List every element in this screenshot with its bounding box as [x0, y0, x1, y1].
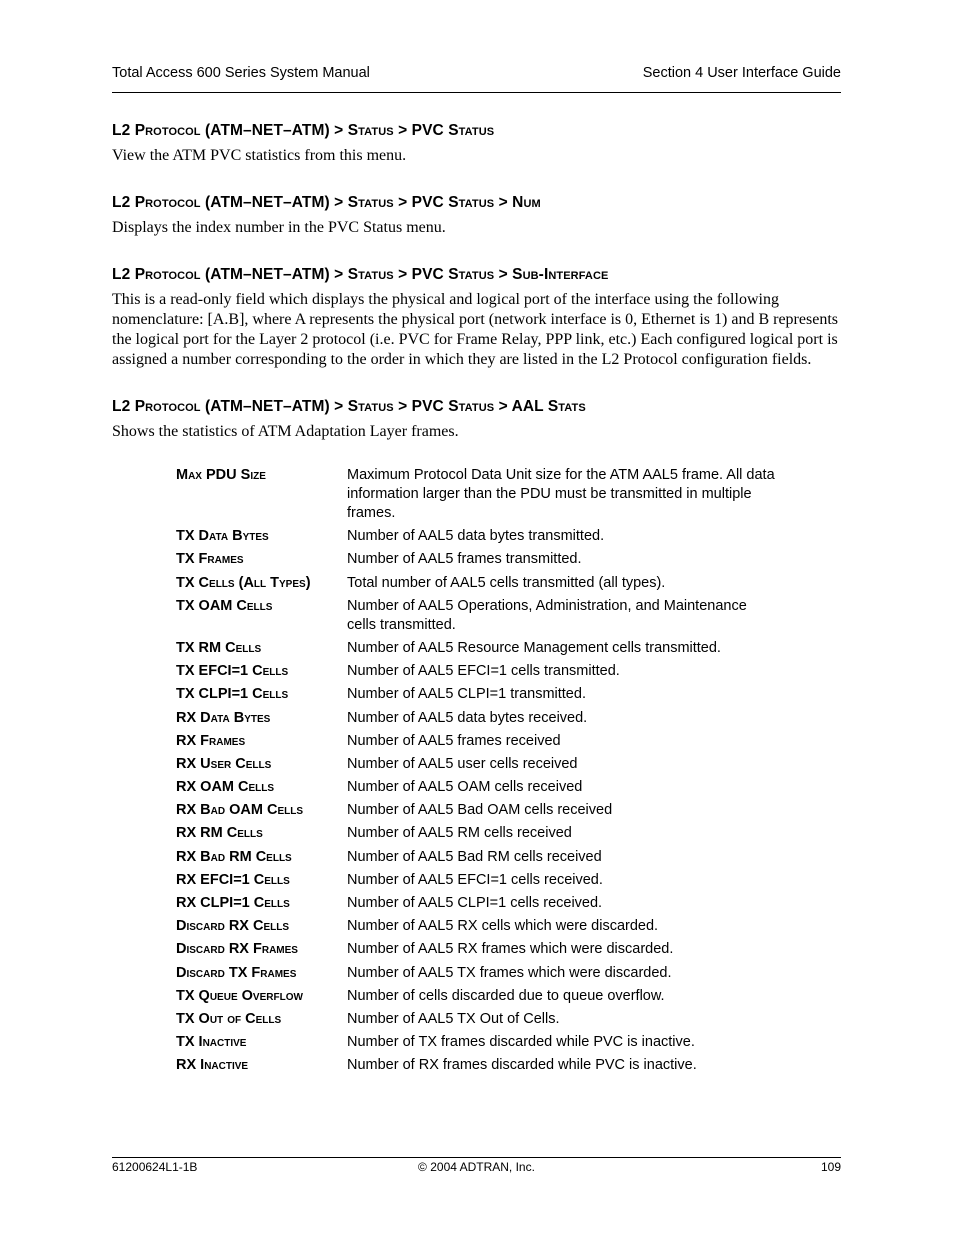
definition-term: RX EFCI=1 Cells	[176, 871, 290, 888]
definition-description: Number of AAL5 user cells received	[347, 755, 578, 772]
definition-description: Number of cells discarded due to queue overflow.	[347, 987, 665, 1004]
definition-description: Number of AAL5 RM cells received	[347, 825, 572, 842]
definition-row	[176, 732, 777, 755]
definition-term: RX OAM Cells	[176, 779, 275, 796]
section-body: Shows the statistics of ATM Adaptation Layer frames.	[112, 423, 459, 440]
definition-row	[176, 755, 777, 778]
definition-term: TX Inactive	[176, 1034, 247, 1051]
definition-term: TX OAM Cells	[176, 597, 273, 614]
definition-row	[176, 987, 777, 1010]
definition-row	[176, 917, 777, 940]
page-header	[112, 65, 841, 85]
section-heading: L2 Protocol (ATM–NET–ATM) > Status > PVC Status	[112, 122, 495, 139]
definition-description: Number of AAL5 frames transmitted.	[347, 551, 582, 568]
definition-row	[176, 1033, 777, 1056]
definition-term: RX Bad OAM Cells	[176, 802, 303, 819]
definition-row	[176, 1056, 777, 1079]
definition-row	[176, 466, 777, 527]
definition-term: RX Data Bytes	[176, 709, 271, 726]
definition-description: Number of AAL5 Resource Management cells transmitted.	[347, 639, 721, 656]
definition-description: Number of AAL5 data bytes received.	[347, 709, 588, 726]
definition-term: TX Cells (All Types)	[176, 574, 311, 591]
aal-stats-definition-table	[176, 466, 777, 1080]
definition-description: Number of AAL5 data bytes transmitted.	[347, 528, 605, 545]
definition-term: RX CLPI=1 Cells	[176, 895, 290, 911]
definition-term: RX Inactive	[176, 1057, 249, 1074]
definition-description: Number of AAL5 EFCI=1 cells transmitted.	[347, 663, 620, 680]
definition-description: Number of AAL5 EFCI=1 cells received.	[347, 871, 603, 888]
definition-description: Number of RX frames discarded while PVC is inactive.	[347, 1057, 697, 1074]
definition-description: Number of AAL5 TX frames which were discarded.	[347, 964, 672, 981]
section-heading: L2 Protocol (ATM–NET–ATM) > Status > PVC Status > AAL Stats	[112, 398, 586, 415]
section-sub-interface	[112, 264, 841, 370]
definition-row	[176, 550, 777, 573]
definition-row	[176, 1010, 777, 1033]
definition-term: TX RM Cells	[176, 639, 262, 656]
definition-row	[176, 778, 777, 801]
definition-row	[176, 848, 777, 871]
definition-row	[176, 709, 777, 732]
section-pvc-num	[112, 192, 841, 238]
definition-description: Number of AAL5 RX frames which were discarded.	[347, 941, 674, 958]
section-heading: L2 Protocol (ATM–NET–ATM) > Status > PVC Status > Sub-Interface	[112, 266, 609, 283]
definition-row	[176, 801, 777, 824]
definition-term: TX EFCI=1 Cells	[176, 663, 289, 680]
section-pvc-status	[112, 120, 841, 166]
definition-row	[176, 824, 777, 847]
definition-term: TX CLPI=1 Cells	[176, 686, 289, 703]
definition-description: Number of AAL5 RX cells which were discarded.	[347, 918, 659, 935]
section-body: Displays the index number in the PVC Status menu.	[112, 219, 446, 236]
definition-term: TX Frames	[176, 551, 244, 568]
definition-row	[176, 871, 777, 894]
definition-description: Number of AAL5 Bad RM cells received	[347, 848, 602, 865]
definition-term: Discard RX Frames	[176, 941, 298, 958]
definition-description: Number of TX frames discarded while PVC is inactive.	[347, 1034, 695, 1051]
definition-row	[176, 662, 777, 685]
definition-term: Discard RX Cells	[176, 918, 290, 935]
definition-term: RX Bad RM Cells	[176, 848, 292, 865]
section-body: View the ATM PVC statistics from this menu.	[112, 147, 407, 164]
definition-term: Max PDU Size	[176, 467, 266, 483]
definition-description: Number of AAL5 CLPI=1 transmitted.	[347, 686, 586, 703]
definition-row	[176, 574, 777, 597]
footer-page-number: 109	[820, 1160, 841, 1174]
definition-description: Number of AAL5 frames received	[347, 732, 561, 749]
section-heading: L2 Protocol (ATM–NET–ATM) > Status > PVC Status > Num	[112, 194, 541, 211]
definition-row	[176, 894, 777, 917]
definition-description: Maximum Protocol Data Unit size for the ATM AAL5 frame. All data information larger than the PDU must be transmitted in multiple frames.	[347, 467, 775, 521]
footer-copyright: © 2004 ADTRAN, Inc.	[418, 1160, 535, 1174]
header-divider	[112, 92, 841, 93]
definition-description: Total number of AAL5 cells transmitted (all types).	[347, 574, 666, 591]
header-manual-title: Total Access 600 Series System Manual	[112, 65, 370, 81]
definition-row	[176, 685, 777, 708]
definition-term: Discard TX Frames	[176, 964, 297, 981]
definition-term: TX Out of Cells	[176, 1010, 282, 1027]
section-body: This is a read-only field which displays the physical and logical port of the interface using the following nomenclature: [A.B], where A represents the physical port (network interface is 0, Ethernet is 1) and B represents the logical port for the Layer 2 protocol (i.e. PVC for Frame Relay, PPP link, etc.) Each configured logical port is assigned a number corresponding to the order in which they are listed in the L2 Protocol configuration fields.	[112, 291, 838, 368]
page-content	[112, 120, 841, 1080]
definition-term: TX Data Bytes	[176, 528, 269, 545]
definition-row	[176, 964, 777, 987]
definition-term: RX RM Cells	[176, 825, 263, 842]
definition-row	[176, 597, 777, 639]
definition-term: TX Queue Overflow	[176, 987, 303, 1004]
definition-description: Number of AAL5 CLPI=1 cells received.	[347, 895, 603, 911]
definition-description: Number of AAL5 OAM cells received	[347, 779, 583, 796]
header-section-title: Section 4 User Interface Guide	[642, 65, 841, 81]
definition-description: Number of AAL5 TX Out of Cells.	[347, 1010, 560, 1027]
definition-term: RX Frames	[176, 732, 246, 749]
definition-row	[176, 639, 777, 662]
definition-term: RX User Cells	[176, 755, 272, 772]
definition-row	[176, 940, 777, 963]
footer-doc-number: 61200624L1-1B	[112, 1160, 198, 1174]
definition-description: Number of AAL5 Bad OAM cells received	[347, 802, 613, 819]
definition-description: Number of AAL5 Operations, Administration, and Maintenance cells transmitted.	[347, 597, 747, 633]
definition-row	[176, 527, 777, 550]
section-aal-stats	[112, 396, 841, 442]
page-footer	[112, 1160, 841, 1178]
footer-divider	[112, 1157, 841, 1158]
